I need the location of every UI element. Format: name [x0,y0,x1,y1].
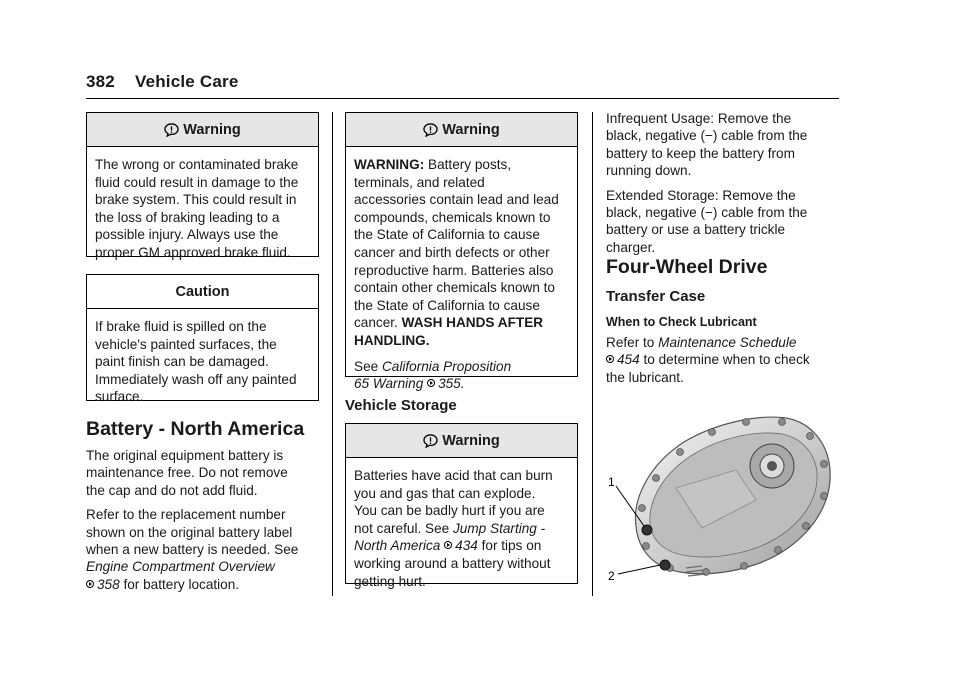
jump-starting-link[interactable]: Jump Starting - [453,520,546,536]
body-line [354,520,570,538]
four-wheel-drive-heading: Four-Wheel Drive [606,256,768,278]
wash-hands-text: WASH HANDS AFTER [401,315,544,331]
text-line: Extended Storage: Remove the [606,187,796,203]
lubricant-text [606,334,846,393]
page-ref-icon [86,580,94,588]
text-line: not careful. See [354,520,453,536]
warning-icon [164,123,179,137]
battery-heading: Battery - North America [86,418,305,440]
text-line: terminals, and related [354,174,485,190]
brake-fluid-caution-box [86,274,319,405]
body-line: brake system. This could result in [95,192,297,208]
caution-header [87,275,318,309]
body-line: fluid could result in damage to the [95,174,299,190]
battery-para-2 [86,506,326,593]
text-line: black, negative (−) cable from the [606,128,808,144]
body-line: proper GM approved brake fluid. [95,244,291,260]
text-line: compounds, chemicals known to [354,209,551,225]
page-number: 382 [86,72,115,91]
text-line: charger. [606,239,656,255]
prop65-warning-box [345,112,578,392]
body-line: working around a battery without [354,555,551,571]
page-ref-icon [444,541,452,549]
warning-header [87,113,318,147]
warning-icon [423,123,438,137]
text-line: when a new battery is needed. See [86,542,299,558]
warning-body [87,147,318,262]
body-line: getting hurt. [354,573,426,589]
maintenance-schedule-link[interactable]: Maintenance Schedule [658,335,797,350]
text-line: battery or use a battery trickle [606,222,786,238]
prop65-link[interactable]: California Proposition [381,358,512,374]
body-line: Batteries have acid that can burn [354,468,553,483]
header-rule [86,98,839,99]
when-to-check-heading: When to Check Lubricant [606,315,757,329]
warning-title: Warning [442,432,500,449]
text-line: accessories contain lead and lead [354,192,559,208]
body-line: paint finish can be damaged. [95,354,269,370]
body-line: surface. [95,389,144,405]
prop65-link[interactable]: 65 Warning [354,376,424,392]
text-line: the cap and do not add fluid. [86,482,258,498]
warning-label: WARNING: [354,157,425,172]
prop65-see [354,358,570,393]
body-line: The wrong or contaminated brake [95,157,299,172]
storage-text [606,110,846,263]
jump-starting-link[interactable]: North America [354,538,441,554]
body-line: the loss of braking leading to a [95,209,280,225]
battery-text [86,447,326,600]
battery-acid-warning-box [345,423,578,589]
text-line: reproductive harm. Batteries also [354,262,554,278]
text-tail: for tips on [477,538,542,554]
lubricant-para [606,334,846,386]
callout-label-2: 2 [608,569,615,583]
transfer-case-illustration [606,408,838,596]
body-line: possible injury. Always use the [95,227,279,243]
text-tail: for battery location. [119,576,240,592]
warning-icon [423,434,438,448]
page-ref-454[interactable]: 454 [617,352,640,368]
page-ref-icon [427,379,435,387]
text-line: See [354,358,382,374]
vehicle-storage-heading: Vehicle Storage [345,397,457,414]
wash-hands-text: HANDLING. [354,332,430,348]
infrequent-usage-para [606,110,846,180]
text-line: running down. [606,163,692,179]
column-divider-right [592,112,593,596]
page-ref-358[interactable]: 358 [97,576,120,592]
page-ref-434[interactable]: 434 [455,538,478,554]
body-line: You can be badly hurt if you are [354,503,545,519]
body-line [354,537,570,555]
warning-header [346,113,577,147]
caution-body [87,309,318,406]
warning-title: Warning [183,121,241,138]
text-line: the State of California to cause [354,227,540,243]
text-line: the lubricant. [606,369,684,385]
text-line: the State of California to cause [354,297,540,313]
text-line: cancer and birth defects or other [354,244,550,260]
text-line: contain other chemicals known to [354,280,555,296]
text-line: Infrequent Usage: Remove the [606,111,792,126]
caution-title: Caution [175,283,230,300]
column-divider-left [332,112,333,596]
body-line: Immediately wash off any painted [95,371,297,387]
warning-title: Warning [442,121,500,138]
text-line: maintenance free. Do not remove [86,465,288,481]
text-line: battery to keep the battery from [606,145,795,161]
text-line: The original equipment battery is [86,448,284,463]
body-line: you and gas that can explode. [354,485,536,501]
transfer-case-heading: Transfer Case [606,288,706,305]
text-tail: to determine when to check [639,352,810,368]
text-line: Refer to the replacement number [86,507,286,523]
brake-fluid-warning-box [86,112,319,260]
text-line: shown on the original battery label [86,524,293,540]
page-ref-355[interactable]: 355. [438,376,465,392]
battery-para-1 [86,447,326,499]
engine-compartment-link[interactable]: Engine Compartment Overview [86,559,275,575]
page-ref-icon [606,355,614,363]
text-line: Battery posts, [424,157,512,172]
warning-body [346,147,577,393]
extended-storage-para [606,187,846,257]
text-line: Refer to [606,335,659,350]
page-header [86,72,239,92]
warning-body [346,458,577,590]
body-line: vehicle's painted surfaces, the [95,336,277,352]
warning-header [346,424,577,458]
text-line: black, negative (−) cable from the [606,205,808,221]
prop65-text [354,156,570,350]
section-title: Vehicle Care [134,72,239,91]
callout-label-1: 1 [608,475,615,489]
body-line: If brake fluid is spilled on the [95,319,267,334]
text-line: cancer. [354,315,402,331]
